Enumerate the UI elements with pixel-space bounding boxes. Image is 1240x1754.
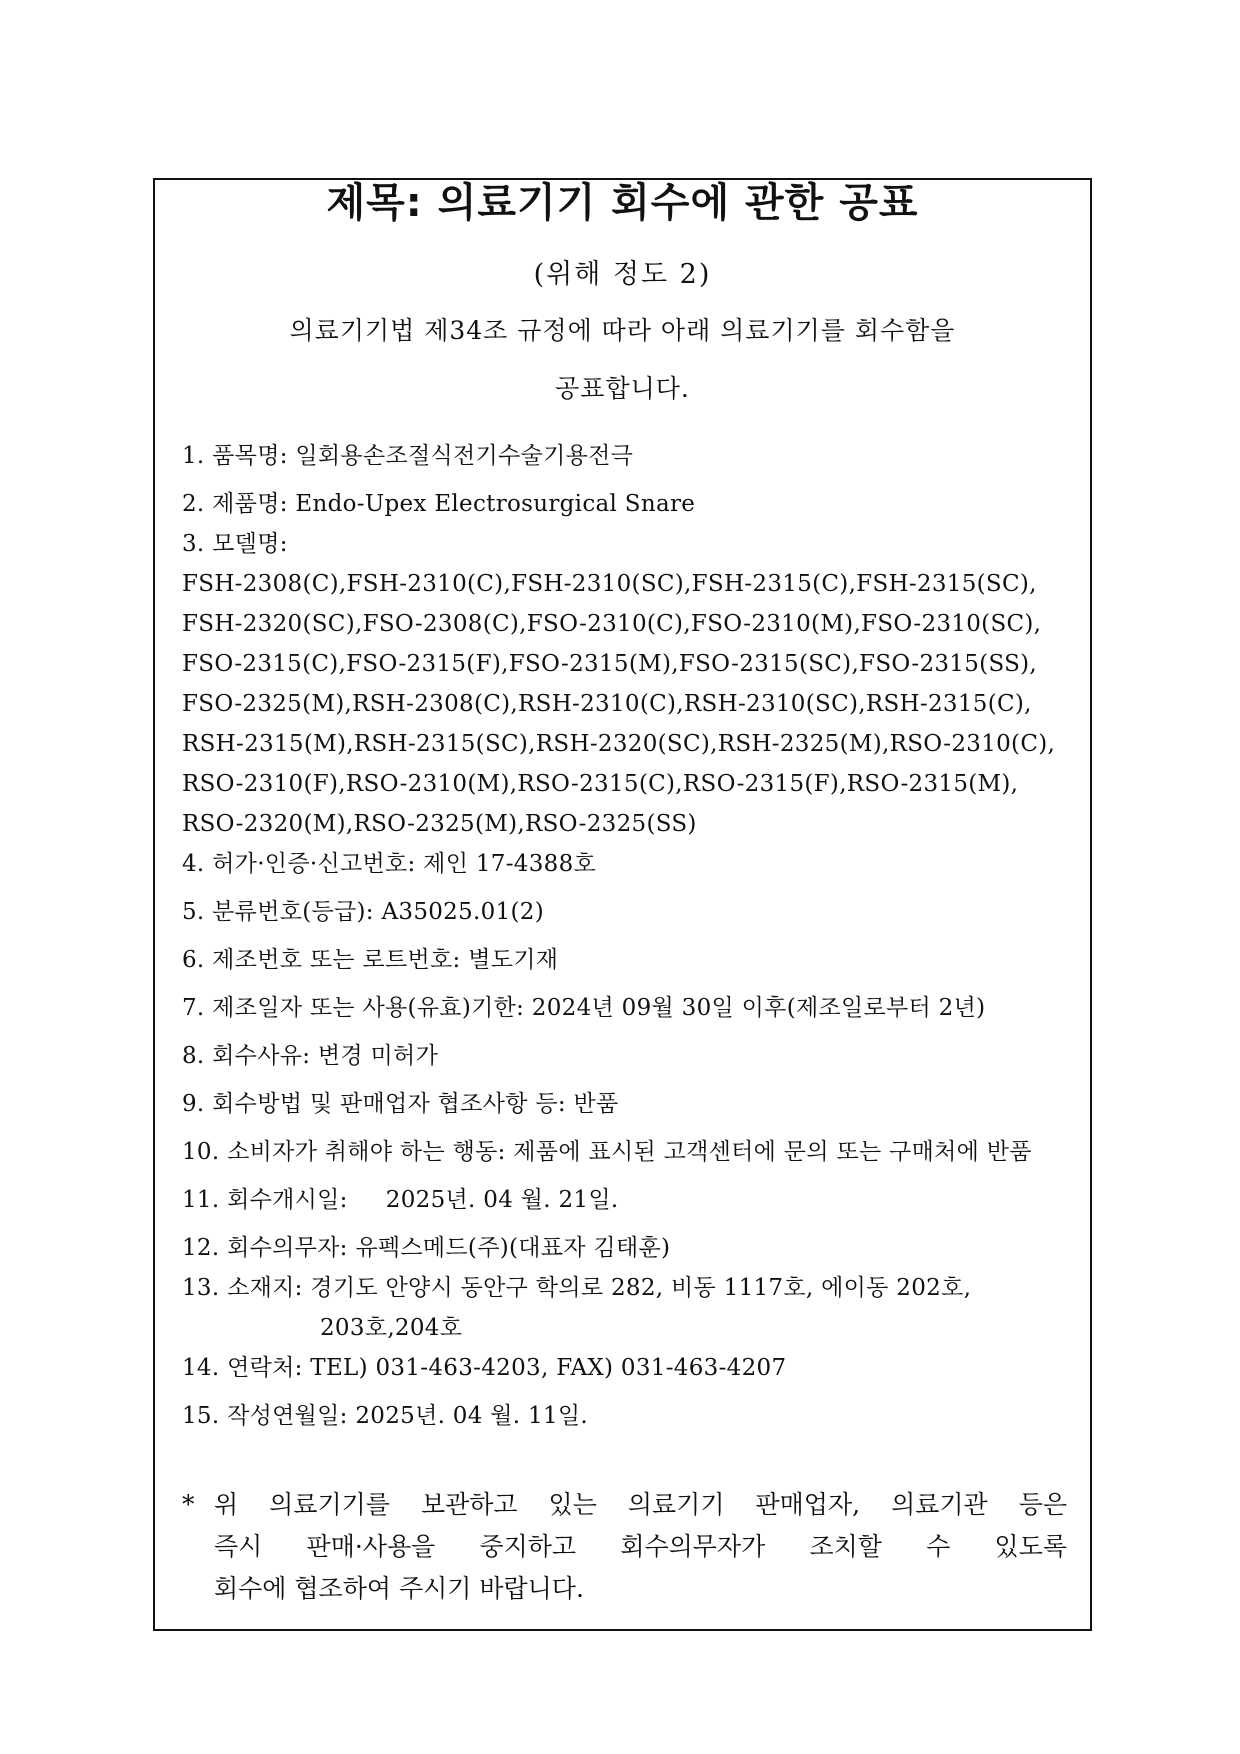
model-list-line: RSO-2310(F),RSO-2310(M),RSO-2315(C),RSO-2315(F),RSO-2315(M), bbox=[182, 771, 1019, 797]
item-product-category: 1. 품목명: 일회용손조절식전기수술기용전극 bbox=[182, 443, 634, 469]
item-recall-reason: 8. 회수사유: 변경 미허가 bbox=[182, 1043, 439, 1069]
item-contact: 14. 연락처: TEL) 031-463-4203, FAX) 031-463-4207 bbox=[182, 1355, 787, 1381]
model-list-line: FSO-2325(M),RSH-2308(C),RSH-2310(C),RSH-2310(SC),RSH-2315(C), bbox=[182, 691, 1032, 717]
notice-line-1: 위 의료기기를 보관하고 있는 의료기기 판매업자, 의료기관 등은 bbox=[214, 1490, 1067, 1519]
model-list-line: RSO-2320(M),RSO-2325(M),RSO-2325(SS) bbox=[182, 811, 697, 837]
item-address-continued: 203호,204호 bbox=[320, 1315, 463, 1341]
item-consumer-action: 10. 소비자가 취해야 하는 행동: 제품에 표시된 고객센터에 문의 또는 구매처에 반품 bbox=[182, 1139, 1032, 1165]
item-recall-method: 9. 회수방법 및 판매업자 협조사항 등: 반품 bbox=[182, 1091, 619, 1117]
model-list-line: FSH-2308(C),FSH-2310(C),FSH-2310(SC),FSH-2315(C),FSH-2315(SC), bbox=[182, 571, 1037, 597]
item-product-name: 2. 제품명: Endo-Upex Electrosurgical Snare bbox=[182, 491, 696, 517]
item-recall-obligor: 12. 회수의무자: 유펙스메드(주)(대표자 김태훈) bbox=[182, 1235, 671, 1261]
hazard-level-subtitle: (위해 정도 2) bbox=[533, 259, 712, 290]
item-recall-start-date: 11. 회수개시일: 2025년. 04 월. 21일. bbox=[182, 1187, 619, 1213]
notice-asterisk: * bbox=[182, 1490, 195, 1519]
document-title: 제목: 의료기기 회수에 관한 공표 bbox=[326, 180, 919, 226]
model-list-line: FSH-2320(SC),FSO-2308(C),FSO-2310(C),FSO-2310(M),FSO-2310(SC), bbox=[182, 611, 1042, 637]
model-list-line: FSO-2315(C),FSO-2315(F),FSO-2315(M),FSO-2315(SC),FSO-2315(SS), bbox=[182, 651, 1038, 677]
item-written-date: 15. 작성연월일: 2025년. 04 월. 11일. bbox=[182, 1403, 589, 1429]
item-lot-number: 6. 제조번호 또는 로트번호: 별도기재 bbox=[182, 947, 559, 973]
notice-line-3: 회수에 협조하여 주시기 바랍니다. bbox=[214, 1574, 584, 1603]
item-manufacture-date: 7. 제조일자 또는 사용(유효)기한: 2024년 09월 30일 이후(제조일로부터 2년) bbox=[182, 995, 986, 1021]
item-model-label: 3. 모델명: bbox=[182, 531, 288, 557]
intro-line-2: 공표합니다. bbox=[555, 374, 690, 403]
intro-line-1: 의료기기법 제34조 규정에 따라 아래 의료기기를 회수함을 bbox=[289, 316, 956, 345]
item-approval-number: 4. 허가·인증·신고번호: 제인 17-4388호 bbox=[182, 851, 597, 877]
announcement-frame bbox=[153, 178, 1092, 1631]
item-classification: 5. 분류번호(등급): A35025.01(2) bbox=[182, 899, 545, 925]
notice-line-2: 즉시 판매·사용을 중지하고 회수의무자가 조치할 수 있도록 bbox=[214, 1532, 1067, 1561]
model-list-line: RSH-2315(M),RSH-2315(SC),RSH-2320(SC),RSH-2325(M),RSO-2310(C), bbox=[182, 731, 1056, 757]
item-address: 13. 소재지: 경기도 안양시 동안구 학의로 282, 비동 1117호, 에이동 202호, bbox=[182, 1275, 972, 1301]
